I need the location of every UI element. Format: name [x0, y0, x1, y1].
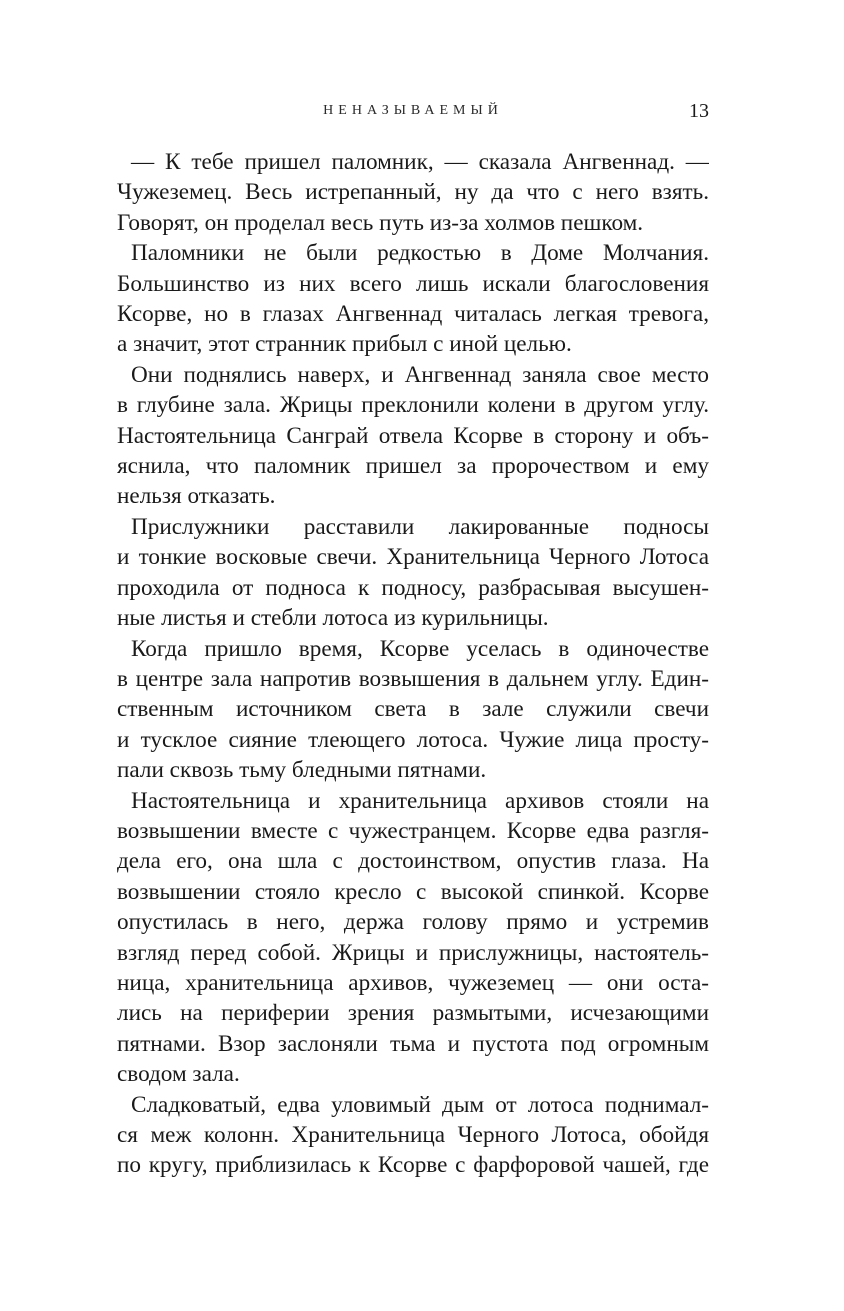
- text-line: взгляд перед собой. Жрицы и прислужницы, настоятель-: [117, 939, 709, 966]
- text-line: ственным источником света в зале служили свечи: [117, 696, 709, 723]
- text-line: лись на периферии зрения размытыми, исчезающими: [117, 1000, 709, 1027]
- text-line: ся меж колонн. Хранительница Черного Лотоса, обойдя: [117, 1122, 709, 1148]
- body-text: [117, 147, 709, 1181]
- text-line: Сладковатый, едва уловимый дым от лотоса поднимал-: [131, 1091, 709, 1118]
- paragraph: [117, 238, 709, 360]
- text-line: Настоятельница и хранительница архивов стояли на: [131, 787, 709, 814]
- text-line: пятнами. Взор заслоняли тьма и пустота под огромным: [117, 1030, 709, 1057]
- text-line: в центре зала напротив возвышения в дальнем углу. Един-: [117, 665, 709, 692]
- paragraph: [117, 786, 709, 1090]
- text-line: сводом зала.: [117, 1061, 240, 1088]
- paragraph: [117, 1090, 709, 1181]
- text-line: яснила, что паломник пришел за пророчеством и ему: [117, 453, 709, 480]
- running-title: НЕНАЗЫВАЕМЫЙ: [323, 103, 503, 118]
- text-line: Когда пришло время, Ксорве уселась в одиночестве: [131, 635, 709, 662]
- text-line: опустилась в него, держа голову прямо и устремив: [117, 909, 709, 936]
- text-line: дела его, она шла с достоинством, опустив глаза. На: [117, 848, 709, 875]
- paragraph: [117, 360, 709, 512]
- text-line: ные листья и стебли лотоса из курильницы.: [117, 605, 549, 632]
- text-line: Большинство из них всего лишь искали благословения: [117, 270, 709, 297]
- paragraph: [117, 512, 709, 634]
- text-line: Говорят, он проделал весь путь из-за холмов пешком.: [117, 209, 644, 236]
- text-line: Чужеземец. Весь истрепанный, ну да что с него взять.: [117, 179, 709, 206]
- text-line: а значит, этот странник прибыл с иной целью.: [117, 331, 572, 358]
- text-line: по кругу, приблизилась к Ксорве с фарфоровой чашей, где: [117, 1152, 709, 1179]
- text-line: Паломники не были редкостью в Доме Молчания.: [131, 240, 709, 267]
- text-line: нельзя отказать.: [117, 483, 276, 510]
- text-line: пали сквозь тьму бледными пятнами.: [117, 757, 487, 784]
- text-line: Настоятельница Санграй отвела Ксорве в сторону и объ-: [117, 422, 709, 449]
- text-line: Они поднялись наверх, и Ангвеннад заняла свое место: [131, 361, 709, 388]
- text-line: ница, хранительница архивов, чужеземец — они оста-: [117, 969, 709, 996]
- text-line: возвышении стояло кресло с высокой спинкой. Ксорве: [117, 878, 709, 905]
- text-line: и тусклое сияние тлеющего лотоса. Чужие лица просту-: [117, 726, 709, 753]
- text-line: и тонкие восковые свечи. Хранительница Черного Лотоса: [117, 544, 709, 571]
- text-line: возвышении вместе с чужестранцем. Ксорве едва разгля-: [117, 817, 709, 844]
- paragraph: [117, 634, 709, 786]
- paragraph: [117, 147, 709, 238]
- text-line: проходила от подноса к подносу, разбрасывая высушен-: [117, 574, 709, 601]
- text-line: — К тебе пришел паломник, — сказала Ангвеннад. —: [131, 149, 709, 175]
- running-head: [117, 99, 709, 123]
- text-line: Прислужники расставили лакированные подносы: [131, 513, 709, 540]
- text-line: Ксорве, но в глазах Ангвеннад читалась легкая тревога,: [117, 301, 709, 328]
- text-line: в глубине зала. Жрицы преклонили колени в другом углу.: [117, 392, 709, 419]
- page-number: 13: [689, 100, 709, 122]
